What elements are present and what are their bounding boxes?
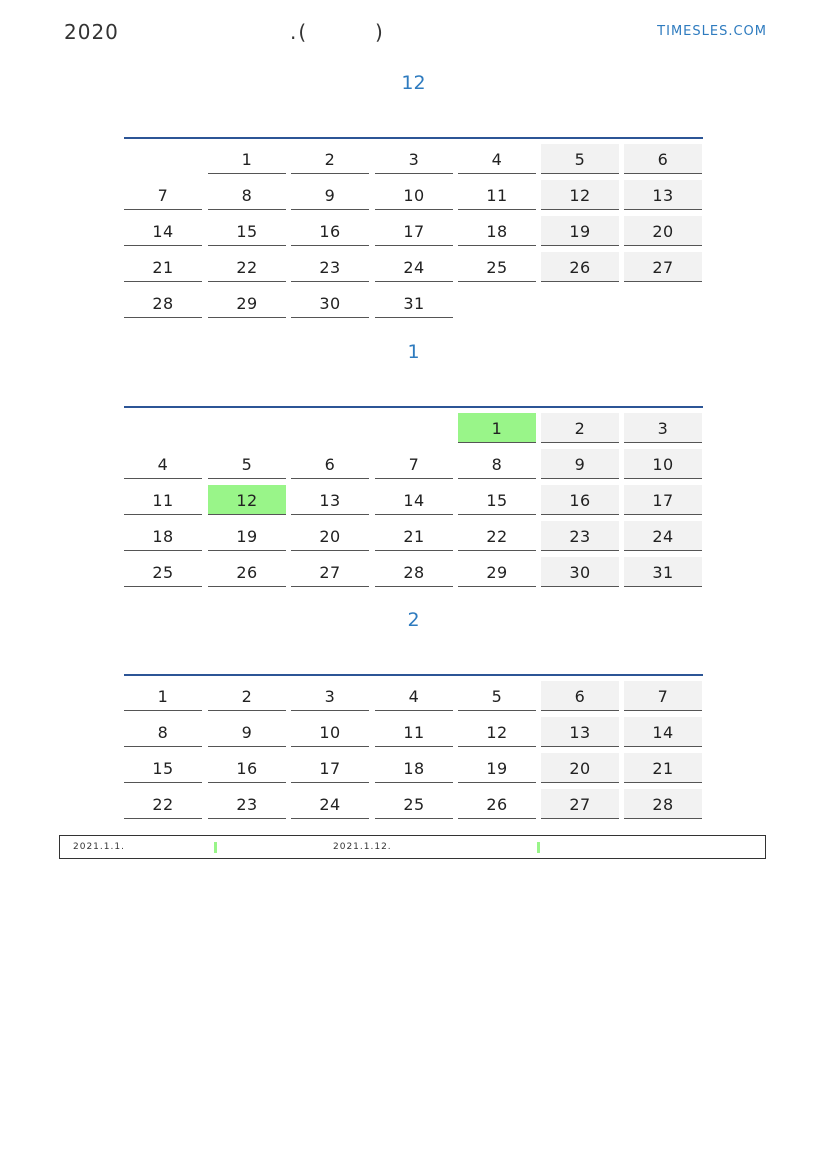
day-cell: 6 [541,681,619,711]
day-cell: 7 [124,180,202,210]
period-label: .( ) [290,20,385,44]
day-cell: 26 [458,789,536,819]
day-cell: 18 [375,753,453,783]
day-cell: 6 [291,449,369,479]
day-cell: 10 [375,180,453,210]
day-cell: 12 [458,717,536,747]
day-cell: 12 [541,180,619,210]
day-cell: 21 [124,252,202,282]
day-cell: 19 [208,521,286,551]
day-cell: 9 [208,717,286,747]
legend-entry-2: 2021.1.12. [333,842,392,852]
day-cell: 10 [291,717,369,747]
day-cell: 8 [208,180,286,210]
month-title: 2 [407,609,420,631]
day-cell: 19 [458,753,536,783]
day-cell: 20 [624,216,702,246]
day-cell: 5 [458,681,536,711]
day-cell: 14 [624,717,702,747]
day-cell: 4 [375,681,453,711]
day-cell: 26 [541,252,619,282]
day-cell: 2 [291,144,369,174]
day-cell: 14 [375,485,453,515]
day-cell: 24 [375,252,453,282]
day-cell: 15 [208,216,286,246]
day-cell: 13 [624,180,702,210]
day-cell: 3 [624,413,702,443]
day-cell: 23 [291,252,369,282]
day-cell: 25 [375,789,453,819]
day-cell: 8 [458,449,536,479]
day-cell: 28 [124,288,202,318]
month-grid [124,674,703,826]
day-cell: 9 [541,449,619,479]
month-title: 12 [401,72,426,94]
day-cell: 18 [458,216,536,246]
day-cell: 8 [124,717,202,747]
day-cell: 5 [541,144,619,174]
day-cell: 27 [291,557,369,587]
day-cell: 10 [624,449,702,479]
legend-marker-1 [214,842,217,853]
day-cell: 3 [291,681,369,711]
day-cell: 7 [624,681,702,711]
day-cell: 25 [124,557,202,587]
day-cell: 30 [541,557,619,587]
day-cell: 17 [624,485,702,515]
day-cell: 25 [458,252,536,282]
day-cell: 2 [208,681,286,711]
day-cell: 14 [124,216,202,246]
day-cell: 29 [208,288,286,318]
day-cell: 15 [124,753,202,783]
day-cell: 9 [291,180,369,210]
day-cell: 27 [624,252,702,282]
day-cell: 28 [375,557,453,587]
day-cell: 22 [208,252,286,282]
day-cell: 22 [124,789,202,819]
day-cell: 31 [375,288,453,318]
day-cell: 23 [541,521,619,551]
day-cell: 1 [208,144,286,174]
day-cell: 16 [291,216,369,246]
day-cell: 16 [208,753,286,783]
day-cell: 15 [458,485,536,515]
day-cell: 13 [291,485,369,515]
day-cell: 11 [124,485,202,515]
day-cell: 17 [375,216,453,246]
day-cell: 11 [375,717,453,747]
day-cell: 5 [208,449,286,479]
day-cell: 1 [124,681,202,711]
day-cell: 19 [541,216,619,246]
day-cell: 11 [458,180,536,210]
day-cell: 31 [624,557,702,587]
day-cell: 6 [624,144,702,174]
month-grid [124,137,703,325]
day-cell: 30 [291,288,369,318]
page-header [0,0,827,60]
day-cell: 17 [291,753,369,783]
day-cell: 28 [624,789,702,819]
day-cell: 4 [458,144,536,174]
day-cell: 21 [375,521,453,551]
day-cell: 20 [291,521,369,551]
day-cell: 24 [624,521,702,551]
day-cell: 21 [624,753,702,783]
day-cell: 1 [458,413,536,443]
day-cell: 18 [124,521,202,551]
legend-entry-1: 2021.1.1. [73,842,125,852]
day-cell: 26 [208,557,286,587]
day-cell: 7 [375,449,453,479]
day-cell: 4 [124,449,202,479]
day-cell: 3 [375,144,453,174]
month-title: 1 [407,341,420,363]
month-grid [124,406,703,594]
day-cell: 29 [458,557,536,587]
day-cell: 22 [458,521,536,551]
legend-marker-2 [537,842,540,853]
day-cell: 20 [541,753,619,783]
brand-link[interactable]: TIMESLES.COM [657,24,767,39]
day-cell: 13 [541,717,619,747]
legend-box [59,835,766,859]
day-cell: 27 [541,789,619,819]
day-cell: 2 [541,413,619,443]
day-cell: 16 [541,485,619,515]
day-cell: 23 [208,789,286,819]
day-cell: 12 [208,485,286,515]
year-label: 2020 [64,20,119,44]
day-cell: 24 [291,789,369,819]
